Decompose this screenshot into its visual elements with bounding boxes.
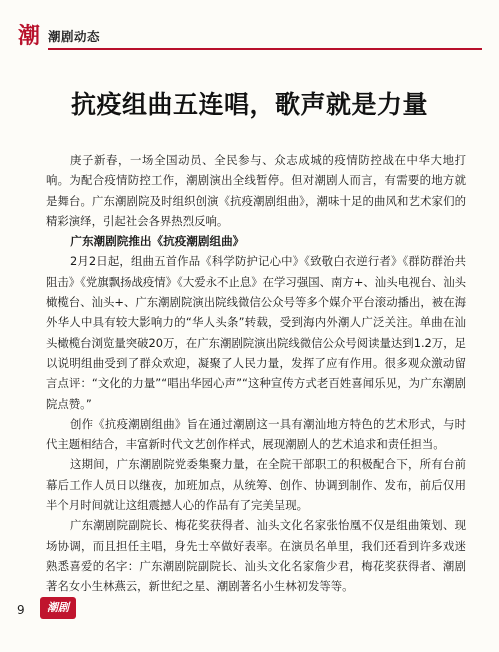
page-number: 9: [17, 603, 25, 617]
paragraph-purpose: 创作《抗疫潮剧组曲》旨在通过潮剧这一具有潮汕地方特色的艺术形式，与时代主题相结合，丰富新时代文艺创作样式，展现潮剧人的艺术追求和责任担当。: [46, 416, 466, 452]
header-divider: [48, 48, 482, 50]
paragraph-subhead: 广东潮剧院推出《抗疫潮剧组曲》: [70, 234, 245, 249]
article-title: 抗疫组曲五连唱，歌声就是力量: [70, 90, 428, 119]
paragraph-broadcast: 2月2日起，组曲五首作品《科学防护记心中》《致敬白衣逆行者》《群防群治共阻击》《党旗飘扬战疫情》《大爱永不止息》在学习强国、南方+、汕头电视台、汕头橄榄台、汕头+、广东潮剧院演出院线微信公众号等多个媒介平台滚动播出，被在海外华人中具有较大影响力的“华人头条”转载，受到海内外潮人广泛关注。单曲在汕头橄榄台浏览量突破20万，在广东潮剧院演出院线微信公众号阅读量达到1.2万，足以说明组曲受到了群众欢迎，凝聚了人民力量，发挥了应有作用。很多观众激动留言点评：“文化的力量”“唱出华园心声”“这种宣传方式老百姓喜闻乐见，为广东潮剧院点赞。”: [46, 254, 466, 411]
section-title: 潮剧动态: [48, 29, 101, 44]
article-body: [46, 150, 466, 597]
footer-logo: 潮剧: [40, 597, 76, 619]
chaoju-logo-icon: 潮: [17, 24, 40, 49]
paragraph-performers: 广东潮剧院副院长、梅花奖获得者、汕头文化名家张怡凰不仅是组曲策划、现场协调，而且担任主唱，身先士卒做好表率。在演员名单里，我们还看到许多戏迷熟悉喜爱的名字：广东潮剧院副院长、汕头文化名家詹少君，梅花奖获得者、潮剧著名女小生林燕云，新世纪之星、潮剧著名小生林初发等等。: [46, 518, 466, 594]
page-header: [16, 22, 482, 50]
paragraph-intro: 庚子新春，一场全国动员、全民参与、众志成城的疫情防控战在中华大地打响。为配合疫情防控工作，潮剧演出全线暂停。但对潮剧人而言，有需要的地方就是舞台。广东潮剧院及时组织创演《抗疫潮剧组曲》，潮味十足的曲风和艺术家们的精彩演绎，引起社会各界热烈反响。: [46, 153, 466, 228]
paragraph-production: 这期间，广东潮剧院党委集聚力量，在全院干部职工的积极配合下，所有台前幕后工作人员日以继夜，加班加点，从统筹、创作、协调到制作、发布，前后仅用半个月时间就让这组震撼人心的作品有了完美呈现。: [46, 457, 466, 513]
